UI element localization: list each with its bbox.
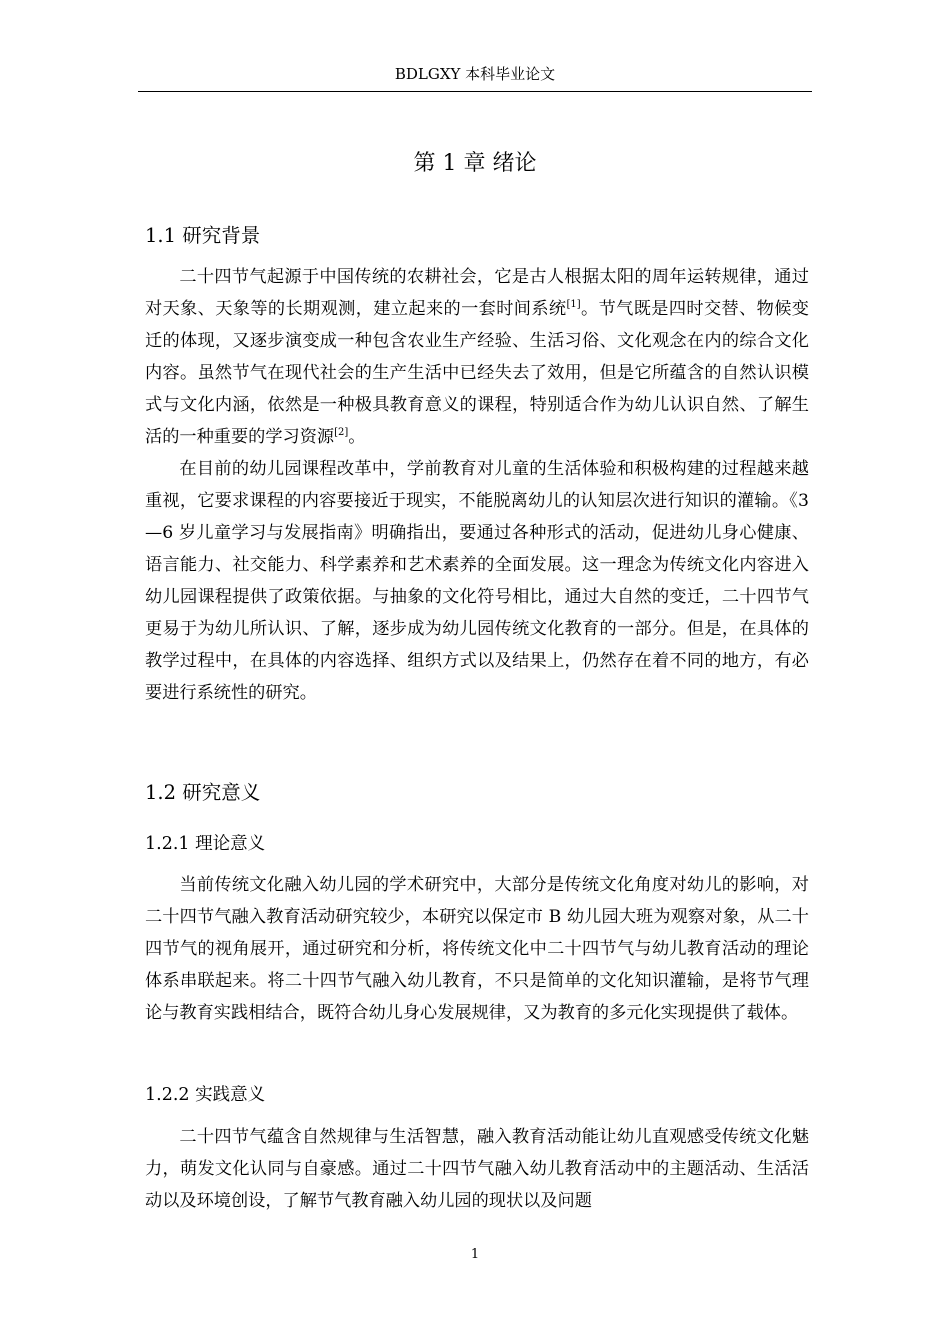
- paragraph-text: 。节气既是四时交替、物候变迁的体现，又逐步演变成一种包含农业生产经验、生活习俗、文化观念在内的综合文化内容。虽然节气在现代社会的生产生活中已经失去了效用，但是它所蕴含的自然认识模式与文化内涵，依然是一种极具教育意义的课程，特别适合作为幼儿认识自然、了解生活的一种重要的学习资源: [145, 299, 809, 447]
- page-number: 1: [470, 1247, 480, 1262]
- section-heading-1-2: 1.2 研究意义: [145, 781, 261, 804]
- paragraph-theory-significance: 当前传统文化融入幼儿园的学术研究中，大部分是传统文化角度对幼儿的影响，对二十四节气融入教育活动研究较少，本研究以保定市 B 幼儿园大班为观察对象，从二十四节气的视角展开，通过研究和分析，将传统文化中二十四节气与幼儿教育活动的理论体系串联起来。将二十四节气融入幼儿教育，不只是简单的文化知识灌输，是将节气理论与教育实践相结合，既符合幼儿身心发展规律，又为教育的多元化实现提供了载体。: [145, 875, 809, 1023]
- subsection-heading-1-2-2: 1.2.2 实践意义: [145, 1085, 266, 1105]
- section-heading-1-1: 1.1 研究背景: [145, 224, 261, 247]
- chapter-title: 第 1 章 绪论: [413, 151, 537, 176]
- header-rule: [138, 91, 812, 92]
- citation-ref[interactable]: [2]: [334, 427, 349, 438]
- paragraph-text: 。: [348, 427, 366, 447]
- subsection-heading-1-2-1: 1.2.1 理论意义: [145, 834, 266, 854]
- citation-ref[interactable]: [1]: [566, 299, 581, 310]
- paragraph-background-1: [145, 261, 809, 453]
- paragraph-practice-significance: 二十四节气蕴含自然规律与生活智慧，融入教育活动能让幼儿直观感受传统文化魅力，萌发文化认同与自豪感。通过二十四节气融入幼儿教育活动中的主题活动、生活活动以及环境创设，了解节气教育融入幼儿园的现状以及问题: [145, 1127, 809, 1211]
- paragraph-text: 二十四节气起源于中国传统的农耕社会，它是古人根据太阳的周年运转规律，通过对天象、天象等的长期观测，建立起来的一套时间系统: [145, 267, 809, 319]
- running-header: BDLGXY 本科毕业论文: [394, 65, 556, 83]
- paragraph-background-2: 在目前的幼儿园课程改革中，学前教育对儿童的生活体验和积极构建的过程越来越重视，它要求课程的内容要接近于现实，不能脱离幼儿的认知层次进行知识的灌输。《3—6 岁儿童学习与发展指南》明确指出，要通过各种形式的活动，促进幼儿身心健康、语言能力、社交能力、科学素养和艺术素养的全面发展。这一理念为传统文化内容进入幼儿园课程提供了政策依据。与抽象的文化符号相比，通过大自然的变迁，二十四节气更易于为幼儿所认识、了解，逐步成为幼儿园传统文化教育的一部分。但是，在具体的教学过程中，在具体的内容选择、组织方式以及结果上，仍然存在着不同的地方，有必要进行系统性的研究。: [145, 459, 809, 703]
